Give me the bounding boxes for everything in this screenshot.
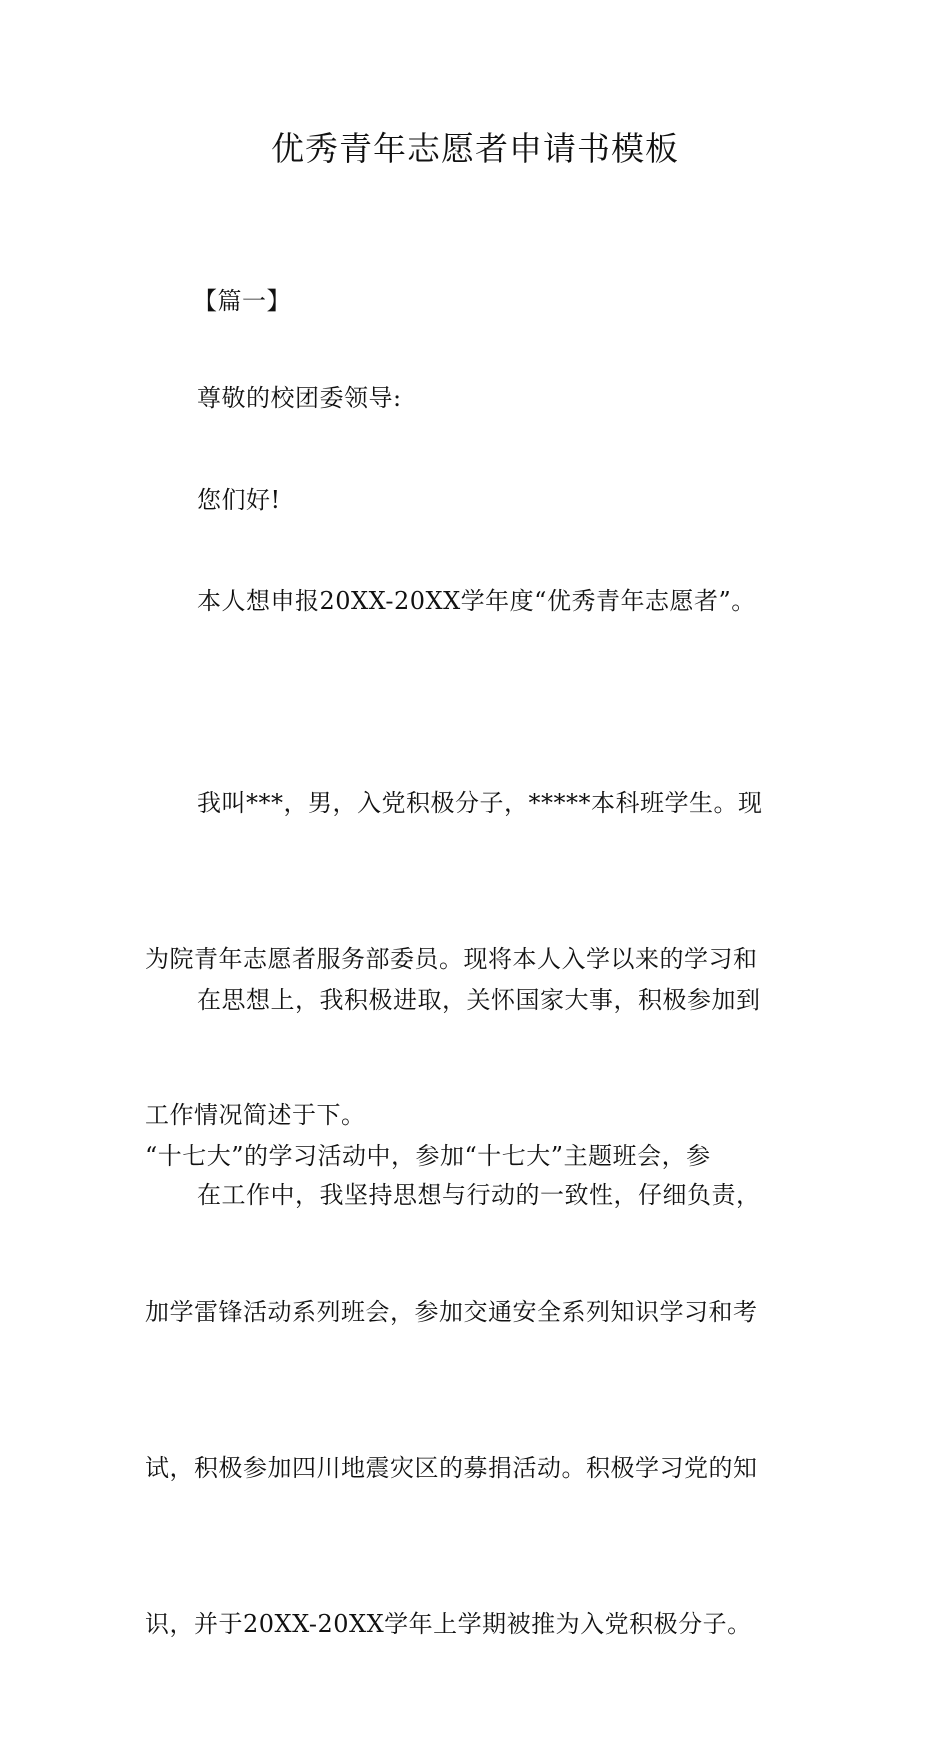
intro-line: 工作情况简述于下。: [145, 1101, 366, 1129]
intro-line: 我叫***，男，入党积极分子，*****本科班学生。现: [197, 789, 763, 817]
greeting-line: 尊敬的校团委领导:: [197, 384, 402, 412]
hello-line: 您们好!: [197, 486, 281, 514]
thought-line: “十七大”的学习活动中，参加“十七大”主题班会，参: [145, 1142, 711, 1170]
work-paragraph: 在工作中，我坚持思想与行动的一致性，仔细负责，: [197, 1181, 761, 1209]
application-paragraph: 本人想申报20XX-20XX学年度“优秀青年志愿者”。: [197, 587, 756, 615]
document-title: 优秀青年志愿者申请书模板: [271, 129, 679, 168]
thought-paragraph: [145, 870, 810, 1754]
thought-line: 识，并于20XX-20XX学年上学期被推为入党积极分子。: [145, 1610, 752, 1638]
thought-line: 加学雷锋活动系列班会，参加交通安全系列知识学习和考: [145, 1298, 758, 1326]
thought-line: 在思想上，我积极进取，关怀国家大事，积极参加到: [197, 986, 761, 1014]
thought-line: 试，积极参加四川地震灾区的募捐活动。积极学习党的知: [145, 1454, 758, 1482]
intro-line: 为院青年志愿者服务部委员。现将本人入学以来的学习和: [145, 945, 758, 973]
section-heading: 【篇一】: [193, 287, 291, 315]
